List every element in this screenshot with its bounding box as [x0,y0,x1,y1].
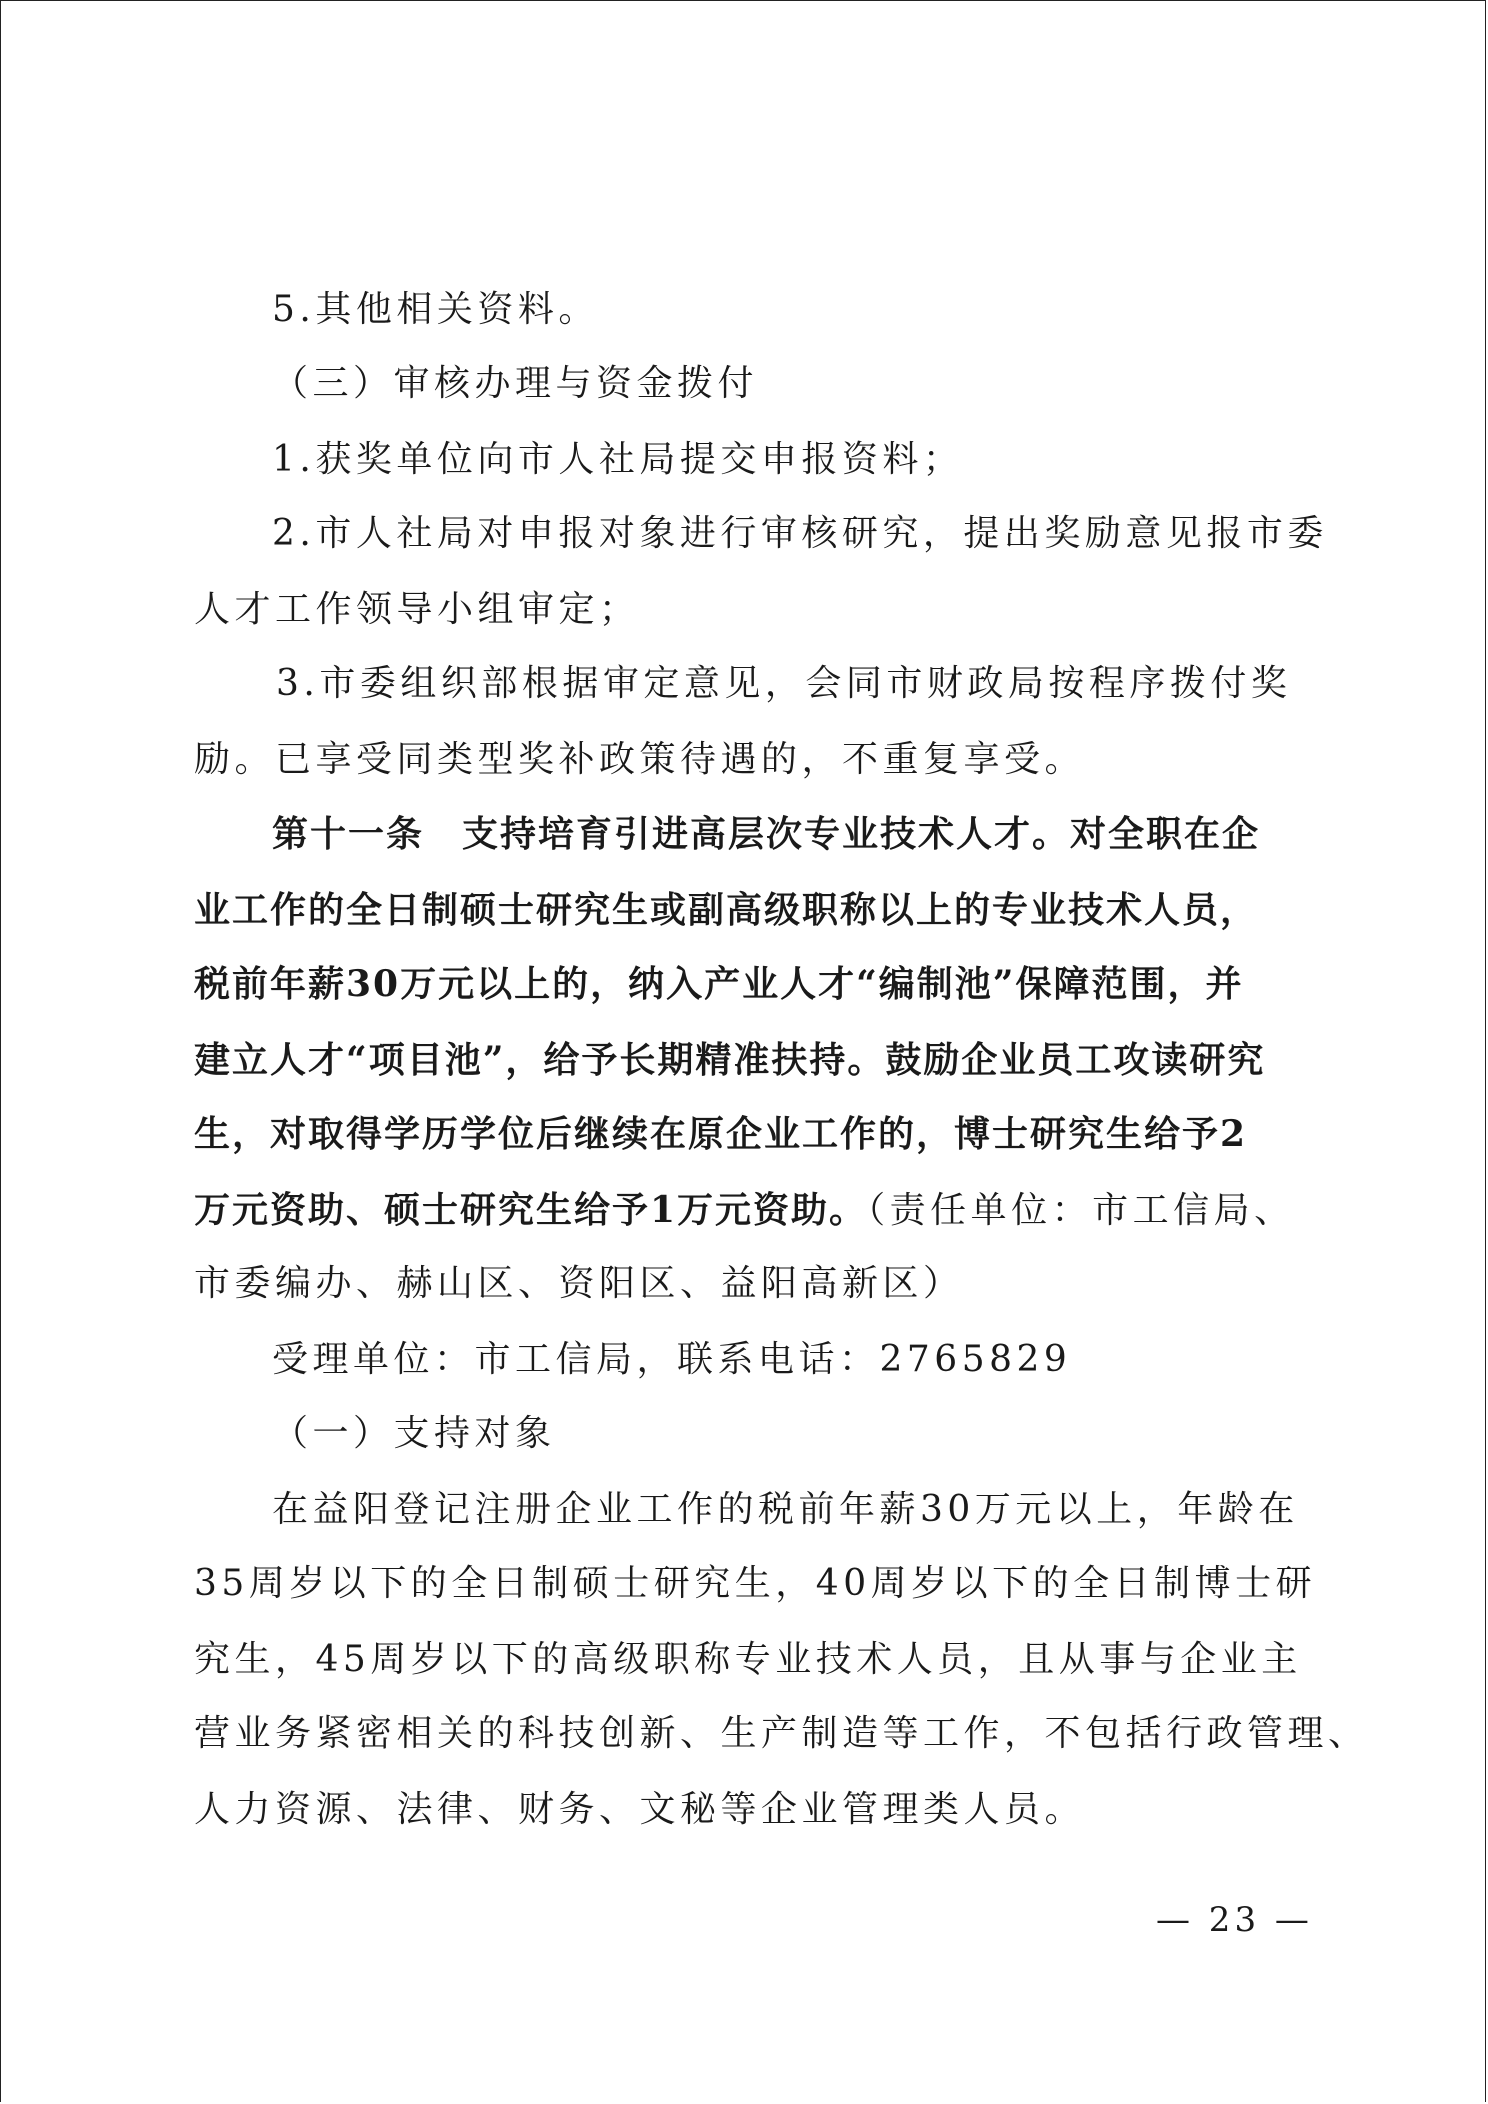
section-heading: （一）支持对象 [272,1413,556,1454]
text-line: 35周岁以下的全日制硕士研究生，40周岁以下的全日制博士研 [194,1563,1317,1604]
text-line: 人力资源、法律、财务、文秘等企业管理类人员。 [194,1789,1086,1830]
contact-line: 受理单位：市工信局，联系电话：2765829 [272,1339,1072,1380]
text-line: 1.获奖单位向市人社局提交申报资料； [272,439,964,480]
text-line: 究生，45周岁以下的高级职称专业技术人员，且从事与企业主 [194,1639,1302,1680]
text-line: 3.市委组织部根据审定意见，会同市财政局按程序拨付奖 [276,663,1292,704]
page-number: — 23 — [1156,1900,1313,1940]
text-line: 人才工作领导小组审定； [194,589,640,630]
text-line: 在益阳登记注册企业工作的税前年薪30万元以上，年龄在 [272,1489,1299,1530]
text-line: 5.其他相关资料。 [272,289,599,330]
responsible-units: 市委编办、赫山区、资阳区、益阳高新区） [194,1263,964,1304]
text-line: 2.市人社局对申报对象进行审核研究，提出奖励意见报市委 [272,513,1328,554]
article-heading: 第十一条 支持培育引进高层次专业技术人才。对全职在企 [272,813,1261,855]
section-heading: （三）审核办理与资金拨付 [272,363,759,404]
text-line: 励。已享受同类型奖补政策待遇的，不重复享受。 [194,739,1086,780]
article-text: 税前年薪30万元以上的，纳入产业人才“编制池”保障范围，并 [194,963,1244,1005]
article-text: 业工作的全日制硕士研究生或副高级职称以上的专业技术人员， [194,889,1259,931]
responsible-units: （责任单位：市工信局、 [867,1190,1295,1231]
text-line: 营业务紧密相关的科技创新、生产制造等工作，不包括行政管理、 [194,1713,1369,1754]
article-text: 生，对取得学历学位后继续在原企业工作的，博士研究生给予2 [194,1113,1248,1155]
article-text: 建立人才“项目池”，给予长期精准扶持。鼓励企业员工攻读研究 [194,1039,1266,1081]
article-text-bold: 万元资助、硕士研究生给予1万元资助。 [194,1189,868,1231]
article-text-mixed [194,1189,1295,1231]
